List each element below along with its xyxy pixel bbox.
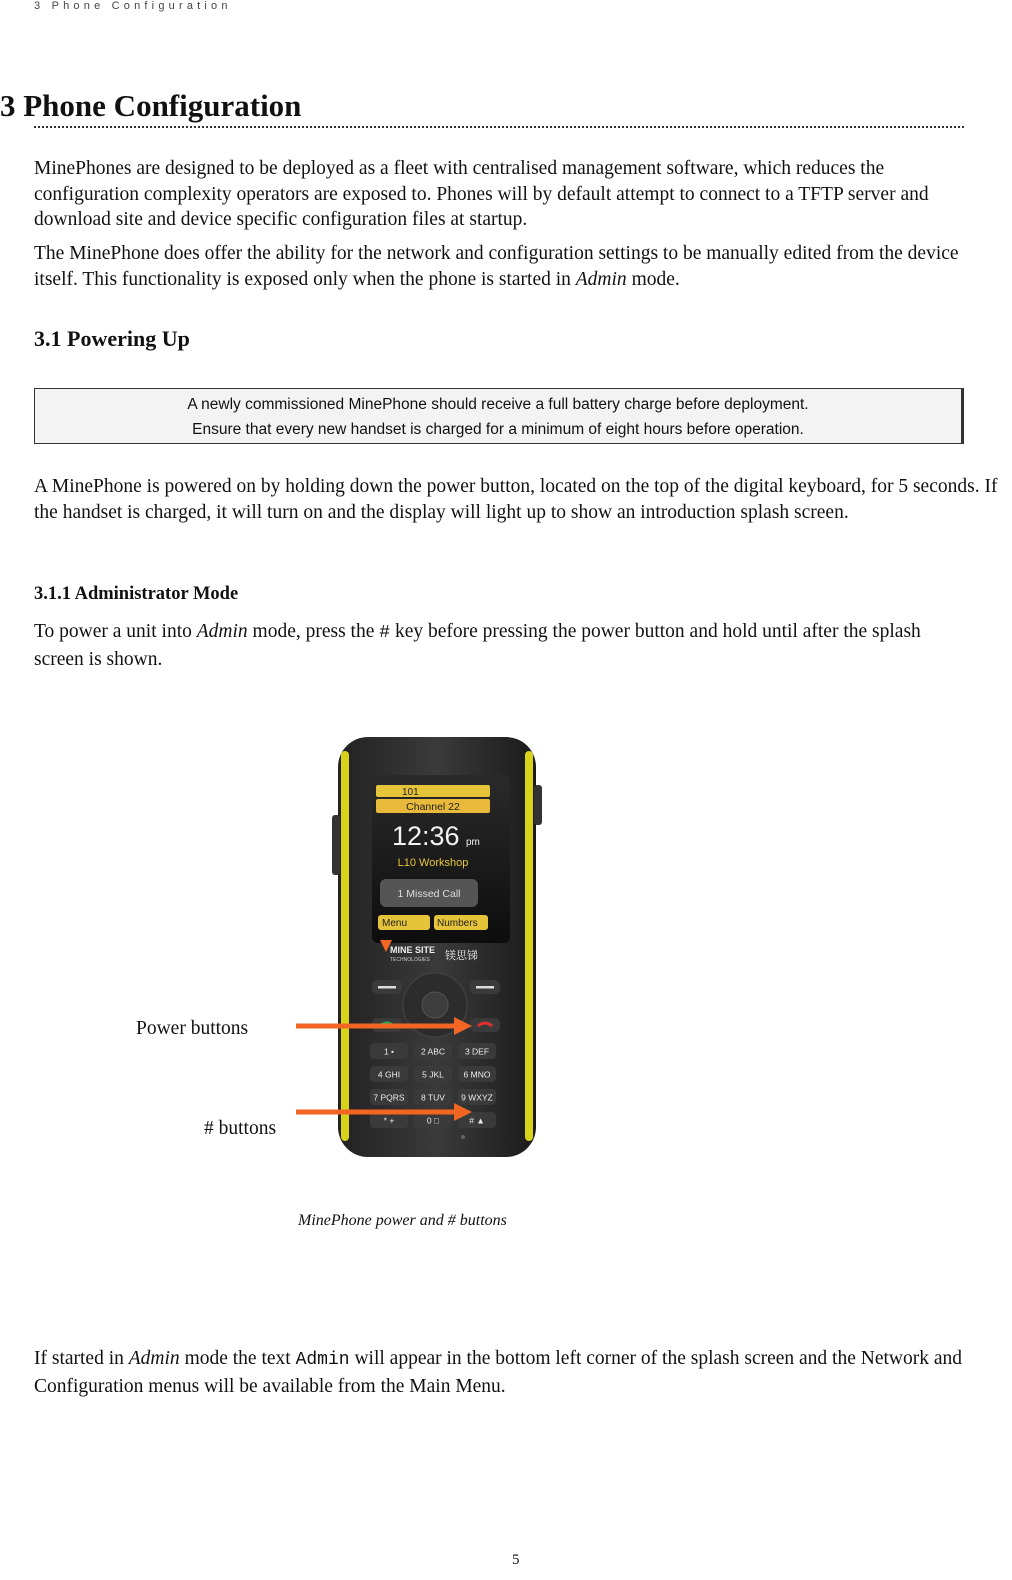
- keypad-key-label: 3 DEF: [464, 1046, 490, 1057]
- closing-paragraph: [34, 1346, 984, 1399]
- keypad-key-label: 2 ABC: [420, 1046, 446, 1057]
- keypad-key-label: 5 JKL: [422, 1069, 444, 1080]
- section-title: 3 Phone Configuration: [0, 88, 302, 123]
- screen-soft-right: Numbers: [437, 918, 478, 929]
- closing-text-b: mode the text: [179, 1348, 296, 1369]
- keypad-key-label: 7 PQRS: [373, 1092, 405, 1103]
- admin-p-text-a: To power a unit into: [34, 621, 197, 642]
- powering-paragraph: A MinePhone is powered on by holding down the power button, located on the top of the digital keyboard, for 5 seconds. If the handset is charged, it will turn on and the display will light up to show an introduction splash screen.: [34, 476, 998, 523]
- brand-name: MINE SITE: [390, 945, 436, 955]
- brand-sub: TECHNOLOGIES: [390, 957, 430, 963]
- hash-buttons-label: # buttons: [204, 1118, 277, 1139]
- power-arrow: [296, 1017, 472, 1035]
- keypad-key-label: 1 •: [383, 1046, 395, 1057]
- brand-chinese: 镁思锑: [445, 949, 478, 962]
- intro-p2-text-b: mode.: [626, 268, 680, 290]
- keypad-key-label: # ▲: [469, 1115, 485, 1126]
- keypad-key-label: 4 GHI: [377, 1069, 401, 1080]
- admin-p-text-b: mode, press the: [247, 621, 380, 642]
- hash-arrow: [296, 1103, 472, 1121]
- running-header: 3 Phone Configuration: [34, 0, 232, 12]
- screen-ampm: pm: [466, 837, 480, 848]
- intro-p2-text-a: The MinePhone does offer the ability for the network and configuration settings to be manually edited from the device itself. This functionality is exposed only when the phone is started in: [34, 243, 959, 290]
- admin-p-hash-key: #: [379, 623, 391, 643]
- figure-caption: MinePhone power and # buttons: [298, 1212, 507, 1229]
- admin-p-admin: Admin: [196, 621, 248, 642]
- closing-admin-code: Admin: [295, 1350, 350, 1370]
- intro-paragraph-1: MinePhones are designed to be deployed as a fleet with centralised management software, which reduces the configuration complexity operators are exposed to. Phones will by default attempt to connect to a TFTP server and download site and device specific configuration files at startup.: [34, 158, 929, 230]
- screen-soft-left: Menu: [382, 918, 408, 929]
- keypad-key-label: 9 WXYZ: [461, 1092, 493, 1103]
- screen-location: L10 Workshop: [397, 857, 469, 869]
- phone-screen: [372, 775, 510, 943]
- subsection-title: 3.1 Powering Up: [34, 326, 190, 351]
- keypad-key-label: 8 TUV: [421, 1092, 445, 1103]
- callout-arrows: [290, 1010, 480, 1130]
- intro-p2-admin: Admin: [575, 268, 627, 290]
- screen-channel: Channel 22: [406, 801, 460, 813]
- keypad-key-label: * +: [383, 1115, 395, 1126]
- screen-number: 101: [402, 787, 419, 798]
- section-divider: [34, 126, 964, 128]
- page-number: 5: [512, 1552, 520, 1568]
- screen-missed-call: 1 Missed Call: [397, 888, 461, 900]
- keypad-key-label: 6 MNO: [463, 1069, 491, 1080]
- note-line-2: Ensure that every new handset is charged for a minimum of eight hours before operation.: [192, 421, 804, 438]
- closing-text-c: will appear in the bottom left corner of the splash screen and the Network and Configuration menus will be available from the Main Menu.: [34, 1348, 963, 1397]
- screen-time: 12:36: [392, 821, 460, 851]
- closing-admin: Admin: [128, 1348, 180, 1369]
- admin-p-text-c: key before pressing the power button and hold until after the splash screen is shown.: [34, 621, 921, 670]
- keypad-key-label: 0 □: [426, 1115, 440, 1126]
- charge-note-box: [34, 388, 964, 444]
- intro-paragraph-2: [34, 241, 984, 292]
- note-line-1: A newly commissioned MinePhone should receive a full battery charge before deployment.: [187, 396, 809, 413]
- power-buttons-label: Power buttons: [136, 1018, 249, 1039]
- closing-text-a: If started in: [34, 1348, 129, 1369]
- admin-mode-paragraph: [34, 619, 954, 672]
- admin-mode-title: 3.1.1 Administrator Mode: [34, 584, 239, 604]
